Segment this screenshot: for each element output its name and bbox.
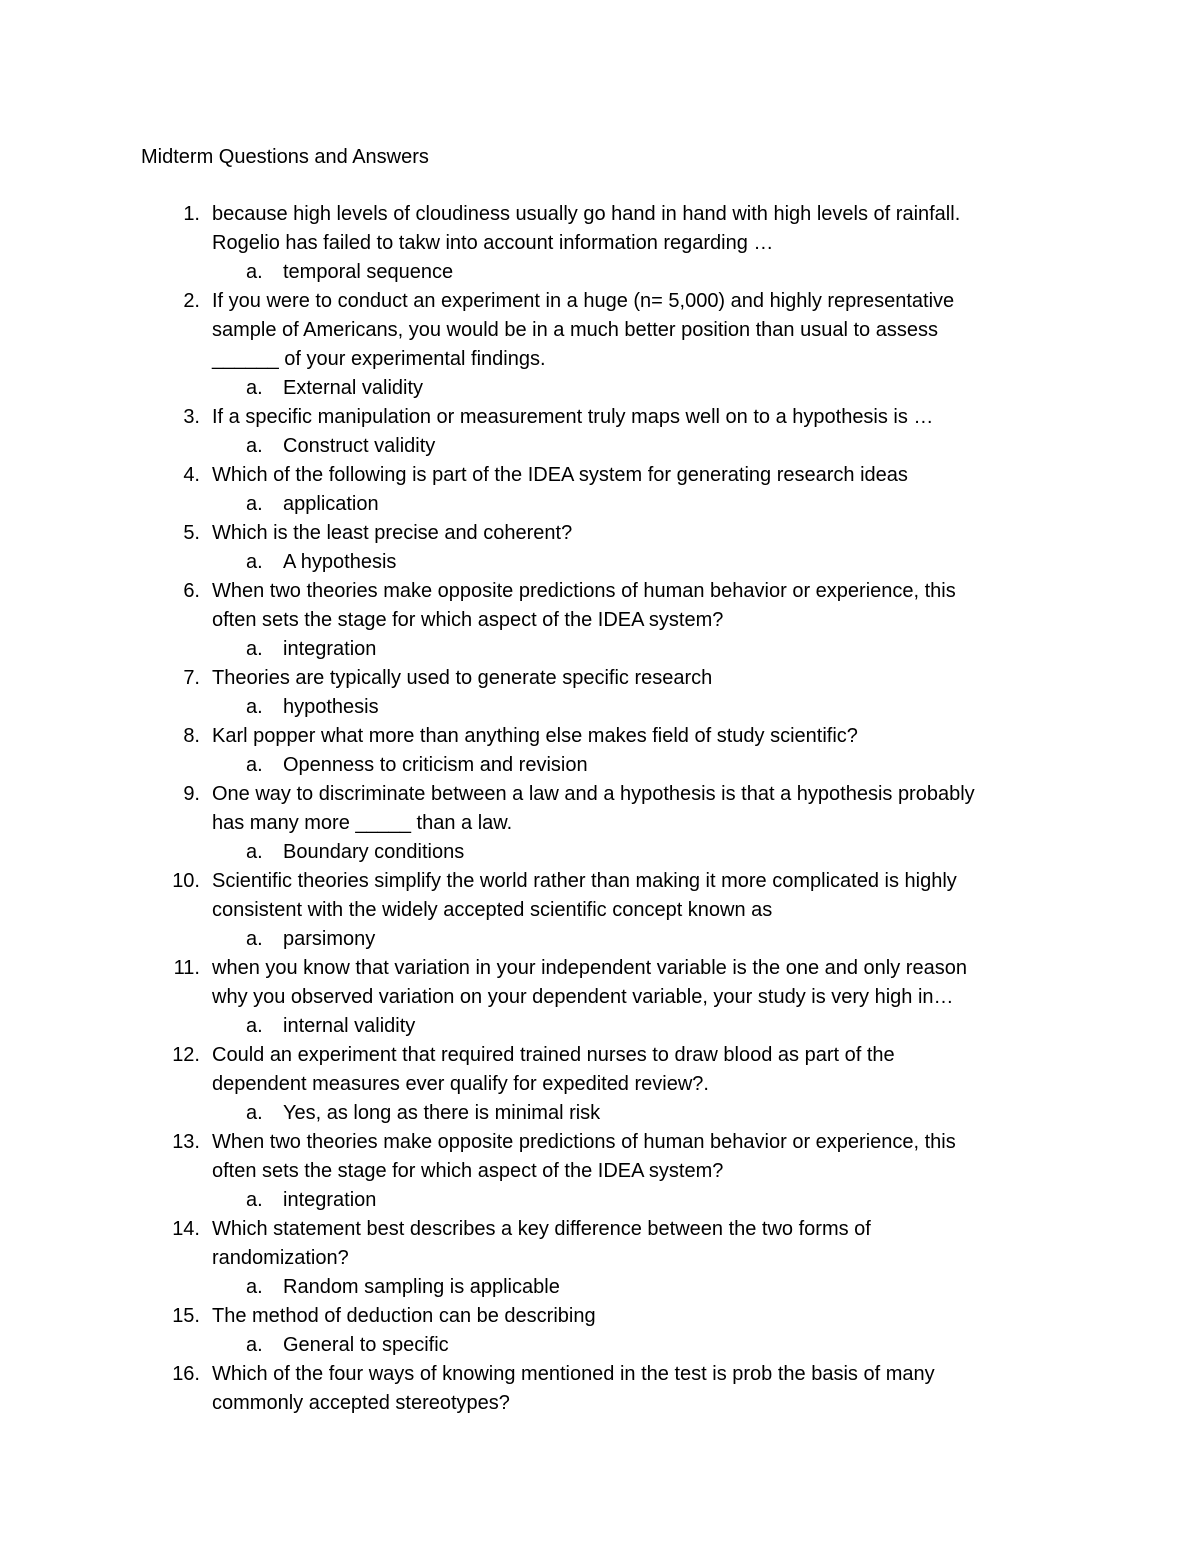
question-list <box>0 200 1200 1418</box>
answer-line <box>0 432 1200 461</box>
question-item <box>0 867 1200 954</box>
answer-letter: a. <box>246 928 263 950</box>
question-item <box>0 1128 1200 1215</box>
answer-text: hypothesis <box>283 696 379 718</box>
answer-line <box>0 751 1200 780</box>
answer-letter: a. <box>246 1276 263 1298</box>
question-number: 6. <box>183 580 200 602</box>
question-item <box>0 1215 1200 1302</box>
answer-letter: a. <box>246 435 263 457</box>
answer-line <box>0 1331 1200 1360</box>
question-item <box>0 1302 1200 1360</box>
question-text: Scientific theories simplify the world rather than making it more complicated is highly consistent with the widely accepted scientific concept known as <box>212 870 957 921</box>
answer-text: temporal sequence <box>283 261 454 283</box>
question-number: 3. <box>183 406 200 428</box>
answer-text: A hypothesis <box>283 551 397 573</box>
question-text: One way to discriminate between a law and a hypothesis is that a hypothesis probably has many more _____ than a law. <box>212 783 975 834</box>
answer-text: internal validity <box>283 1015 416 1037</box>
question-text: When two theories make opposite predictions of human behavior or experience, this often sets the stage for which aspect of the IDEA system? <box>212 1131 956 1182</box>
answer-letter: a. <box>246 377 263 399</box>
answer-line <box>0 1273 1200 1302</box>
document-title: Midterm Questions and Answers <box>141 146 429 168</box>
question-number: 1. <box>183 203 200 225</box>
answer-text: Boundary conditions <box>283 841 465 863</box>
question-number: 5. <box>183 522 200 544</box>
answer-text: application <box>283 493 379 515</box>
question-item <box>0 780 1200 867</box>
question-text: Which of the four ways of knowing mentioned in the test is prob the basis of many commonly accepted stereotypes? <box>212 1363 935 1414</box>
answer-letter: a. <box>246 1334 263 1356</box>
question-item <box>0 519 1200 577</box>
question-item <box>0 1360 1200 1418</box>
question-number: 12. <box>172 1044 200 1066</box>
answer-text: Random sampling is applicable <box>283 1276 560 1298</box>
question-number: 4. <box>183 464 200 486</box>
question-number: 13. <box>172 1131 200 1153</box>
question-item <box>0 664 1200 722</box>
question-number: 2. <box>183 290 200 312</box>
answer-letter: a. <box>246 493 263 515</box>
question-text: when you know that variation in your independent variable is the one and only reason why you observed variation on your dependent variable, your study is very high in… <box>212 957 967 1008</box>
answer-text: integration <box>283 1189 377 1211</box>
question-number: 7. <box>183 667 200 689</box>
answer-text: External validity <box>283 377 424 399</box>
answer-letter: a. <box>246 754 263 776</box>
answer-text: General to specific <box>283 1334 449 1356</box>
answer-line <box>0 1099 1200 1128</box>
answer-text: Yes, as long as there is minimal risk <box>283 1102 601 1124</box>
question-text: Karl popper what more than anything else makes field of study scientific? <box>212 725 858 747</box>
question-text: Which statement best describes a key difference between the two forms of randomization? <box>212 1218 871 1269</box>
answer-line <box>0 693 1200 722</box>
answer-text: Openness to criticism and revision <box>283 754 588 776</box>
question-text: If you were to conduct an experiment in a huge (n= 5,000) and highly representative sample of Americans, you would be in a much better position than usual to assess ______ of your experimental findings. <box>212 290 955 370</box>
answer-line <box>0 374 1200 403</box>
answer-letter: a. <box>246 551 263 573</box>
question-item <box>0 722 1200 780</box>
answer-letter: a. <box>246 1102 263 1124</box>
question-text: Which of the following is part of the IDEA system for generating research ideas <box>212 464 908 486</box>
question-item <box>0 200 1200 287</box>
answer-line <box>0 1186 1200 1215</box>
question-number: 11. <box>173 957 200 979</box>
question-item <box>0 461 1200 519</box>
question-number: 10. <box>172 870 200 892</box>
answer-text: parsimony <box>283 928 376 950</box>
question-text: Theories are typically used to generate specific research <box>212 667 713 689</box>
question-number: 15. <box>172 1305 200 1327</box>
answer-letter: a. <box>246 1189 263 1211</box>
question-text: When two theories make opposite predictions of human behavior or experience, this often sets the stage for which aspect of the IDEA system? <box>212 580 956 631</box>
question-item <box>0 1041 1200 1128</box>
answer-letter: a. <box>246 696 263 718</box>
answer-letter: a. <box>246 841 263 863</box>
question-number: 9. <box>183 783 200 805</box>
question-item <box>0 403 1200 461</box>
question-item <box>0 287 1200 403</box>
answer-text: integration <box>283 638 377 660</box>
answer-line <box>0 490 1200 519</box>
answer-letter: a. <box>246 1015 263 1037</box>
question-number: 8. <box>183 725 200 747</box>
question-item <box>0 577 1200 664</box>
answer-line <box>0 1012 1200 1041</box>
answer-line <box>0 635 1200 664</box>
answer-text: Construct validity <box>283 435 436 457</box>
answer-line <box>0 548 1200 577</box>
question-text: Could an experiment that required trained nurses to draw blood as part of the dependent measures ever qualify for expedited review?. <box>212 1044 895 1095</box>
answer-line <box>0 258 1200 287</box>
question-text: Which is the least precise and coherent? <box>212 522 573 544</box>
question-text: because high levels of cloudiness usually go hand in hand with high levels of rainfall. Rogelio has failed to takw into account information regarding … <box>212 203 961 254</box>
question-number: 16. <box>172 1363 200 1385</box>
question-text: The method of deduction can be describing <box>212 1305 596 1327</box>
answer-line <box>0 925 1200 954</box>
question-item <box>0 954 1200 1041</box>
answer-letter: a. <box>246 638 263 660</box>
question-number: 14. <box>172 1218 200 1240</box>
answer-line <box>0 838 1200 867</box>
question-text: If a specific manipulation or measurement truly maps well on to a hypothesis is … <box>212 406 934 428</box>
answer-letter: a. <box>246 261 263 283</box>
